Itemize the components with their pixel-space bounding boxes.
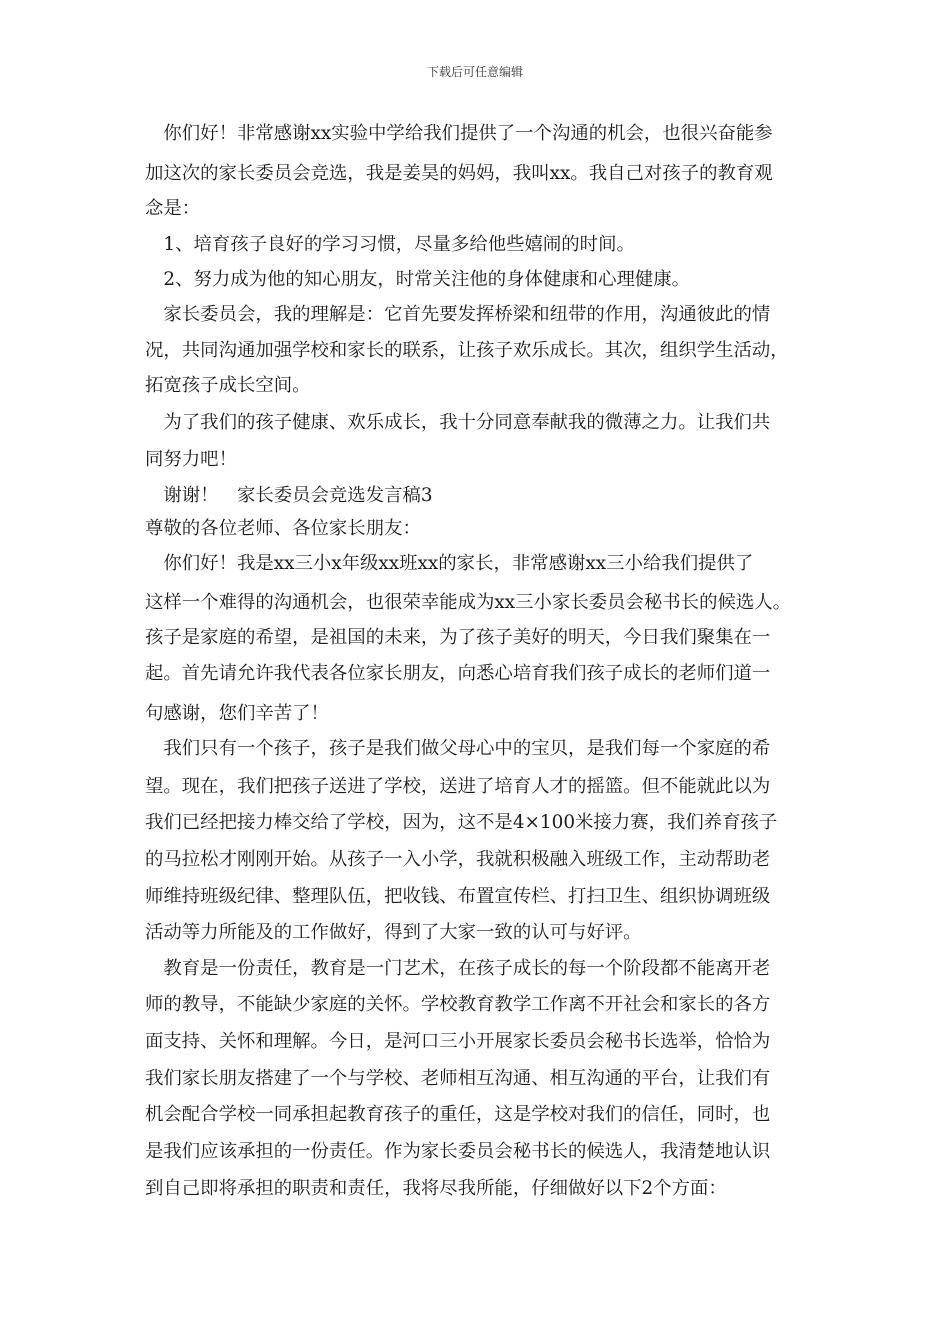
text-line: 我们家长朋友搭建了一个与学校、老师相互沟通、相互沟通的平台，让我们有 <box>145 1068 771 1089</box>
text-line: 是我们应该承担的一份责任。作为家长委员会秘书长的候选人，我清楚地认识 <box>145 1141 771 1162</box>
text-line: 的马拉松才刚刚开始。从孩子一入小学，我就积极融入班级工作，主动帮助老 <box>145 849 771 870</box>
text-line: 我们已经把接力棒交给了学校，因为，这不是4×100米接力赛，我们养育孩子 <box>145 812 778 833</box>
text-line: 你们好！非常感谢xx实验中学给我们提供了一个沟通的机会，也很兴奋能参 <box>145 123 773 144</box>
text-line: 到自己即将承担的职责和责任，我将尽我所能，仔细做好以下2个方面： <box>145 1178 727 1199</box>
text-line: 望。现在，我们把孩子送进了学校，送进了培育人才的摇篮。但不能就此以为 <box>145 776 771 797</box>
text-line: 尊敬的各位老师、各位家长朋友： <box>145 518 421 539</box>
text-line: 师的教导，不能缺少家庭的关怀。学校教育教学工作离不开社会和家长的各方 <box>145 994 771 1015</box>
text-line: 起。首先请允许我代表各位家长朋友，向悉心培育我们孩子成长的老师们道一 <box>145 663 771 684</box>
text-line: 2、努力成为他的知心朋友，时常关注他的身体健康和心理健康。 <box>145 269 691 290</box>
text-line: 这样一个难得的沟通机会，也很荣幸能成为xx三小家长委员会秘书长的候选人。 <box>145 592 792 613</box>
text-line: 你们好！我是xx三小x年级xx班xx的家长，非常感谢xx三小给我们提供了 <box>145 553 754 574</box>
text-line: 活动等力所能及的工作做好，得到了大家一致的认可与好评。 <box>145 922 642 943</box>
text-line: 师维持班级纪律、整理队伍，把收钱、布置宣传栏、打扫卫生、组织协调班级 <box>145 886 771 907</box>
text-line: 孩子是家庭的希望，是祖国的未来，为了孩子美好的明天，今日我们聚集在一 <box>145 627 771 648</box>
text-line: 谢谢！ 家长委员会竞选发言稿3 <box>145 485 433 506</box>
text-line: 机会配合学校一同承担起教育孩子的重任，这是学校对我们的信任，同时，也 <box>145 1104 771 1125</box>
text-line: 句感谢，您们辛苦了！ <box>145 703 329 724</box>
text-line: 家长委员会，我的理解是：它首先要发挥桥梁和纽带的作用，沟通彼此的情 <box>145 304 771 325</box>
page-header: 下载后可任意编辑 <box>426 65 523 79</box>
text-line: 我们只有一个孩子，孩子是我们做父母心中的宝贝，是我们每一个家庭的希 <box>145 738 771 759</box>
text-line: 同努力吧！ <box>145 449 237 470</box>
text-line: 为了我们的孩子健康、欢乐成长，我十分同意奉献我的微薄之力。让我们共 <box>145 412 771 433</box>
text-line: 拓宽孩子成长空间。 <box>145 375 311 396</box>
text-line: 念是： <box>145 198 201 219</box>
text-line: 1、培育孩子良好的学习习惯，尽量多给他些嬉闹的时间。 <box>145 234 635 255</box>
text-line: 况，共同沟通加强学校和家长的联系，让孩子欢乐成长。其次，组织学生活动， <box>145 340 789 361</box>
text-line: 面支持、关怀和理解。今日，是河口三小开展家长委员会秘书长选举，恰恰为 <box>145 1031 771 1052</box>
text-line: 教育是一份责任，教育是一门艺术，在孩子成长的每一个阶段都不能离开老 <box>145 958 771 979</box>
text-line: 加这次的家长委员会竞选，我是姜昊的妈妈，我叫xx。我自己对孩子的教育观 <box>145 163 773 184</box>
